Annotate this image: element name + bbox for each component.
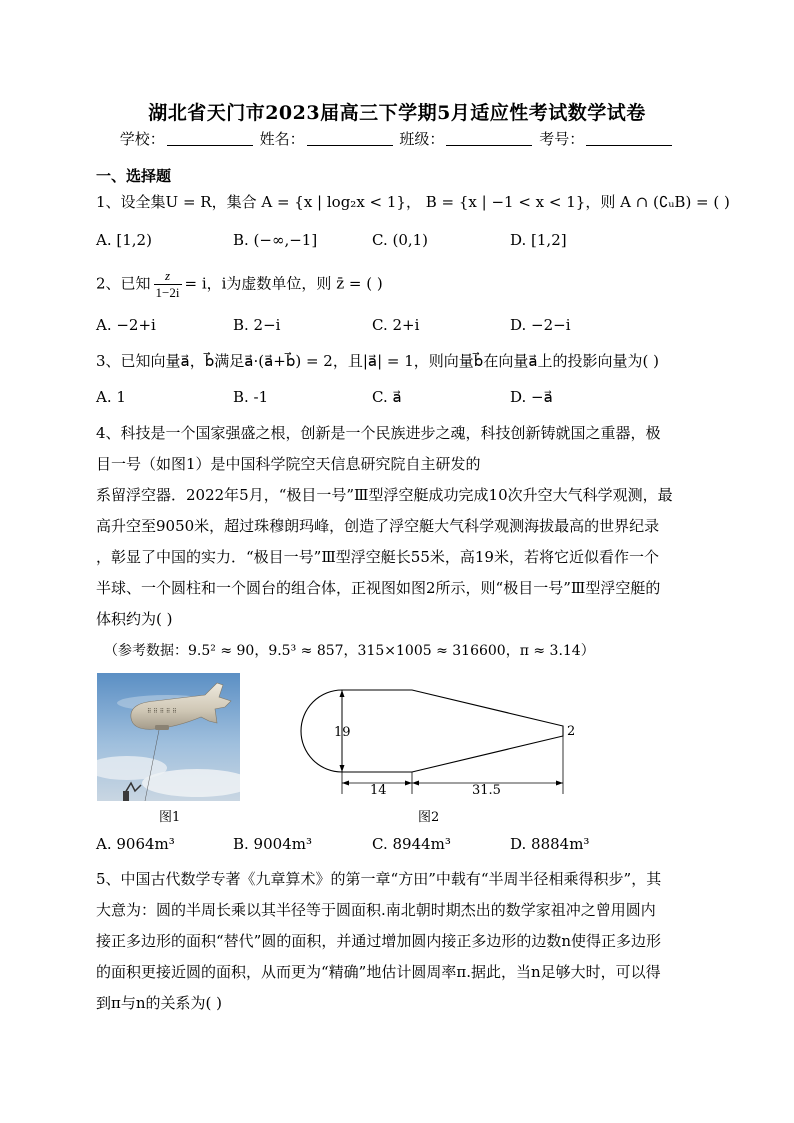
q1-option-c[interactable]: C. (0,1)	[372, 231, 429, 249]
q1-option-b[interactable]: B. (−∞,−1]	[233, 231, 318, 249]
q2-option-d[interactable]: D. −2−i	[510, 316, 571, 334]
q4-line-3: 系留浮空器．2022年5月，“极目一号”Ⅲ型浮空艇成功完成10次升空大气科学观测，最	[96, 486, 673, 504]
figure-1-caption: 图1	[159, 810, 181, 825]
q4-option-c[interactable]: C. 8944m³	[372, 835, 451, 853]
q2-option-b[interactable]: B. 2−i	[233, 316, 281, 334]
name-blank[interactable]	[307, 130, 393, 146]
q3-option-b[interactable]: B. -1	[233, 388, 269, 406]
exam-number-blank[interactable]	[586, 130, 672, 146]
q2-stem	[96, 268, 383, 301]
q2-fraction-numerator: z	[154, 268, 182, 285]
q4-line-1: 4、科技是一个国家强盛之根，创新是一个民族进步之魂，科技创新铸就国之重器，极	[96, 424, 661, 442]
q2-suffix: = i，i为虚数单位，则 z̄ = ( )	[184, 274, 383, 293]
student-info-line	[0, 128, 794, 149]
q4-line-6: 半球、一个圆柱和一个圆台的组合体，正视图如图2所示，则“极目一号”Ⅲ型浮空艇的	[96, 579, 661, 597]
exam-title: 湖北省天门市2023届高三下学期5月适应性考试数学试卷	[148, 102, 646, 124]
q5-line-2: 大意为：圆的半周长乘以其半径等于圆面积.南北朝时期杰出的数学家祖冲之曾用圆内	[96, 901, 656, 919]
q1-stem: 1、设全集U = R，集合 A = {x | log₂x < 1}， B = {x | −1 < x < 1}，则 A ∩ (∁ᵤB) = ( )	[96, 193, 730, 211]
q5-line-4: 的面积更接近圆的面积，从而更为“精确”地估计圆周率π.据此，当n足够大时，可以得	[96, 963, 661, 981]
exam-number-label: 考号：	[539, 130, 585, 148]
q4-option-a[interactable]: A. 9064m³	[96, 835, 175, 853]
airship-photo	[97, 673, 240, 801]
q1-option-a[interactable]: A. [1,2)	[96, 231, 152, 249]
q4-option-d[interactable]: D. 8884m³	[510, 835, 590, 853]
q4-line-4: 高升空至9050米，超过珠穆朗玛峰，创造了浮空艇大气科学观测海拔最高的世界纪录	[96, 517, 660, 535]
q2-option-a[interactable]: A. −2+i	[96, 316, 156, 334]
q4-line-7: 体积约为( )	[96, 610, 173, 628]
q4-line-2: 目一号（如图1）是中国科学院空天信息研究院自主研发的	[96, 455, 481, 473]
q5-line-1: 5、中国古代数学专著《九章算术》的第一章“方田”中载有“半周半径相乘得积步”，其	[96, 870, 662, 888]
tip-label: 2	[567, 724, 576, 739]
q3-option-c[interactable]: C. a⃗	[372, 388, 402, 406]
airship-front-view-diagram	[290, 676, 590, 805]
q2-fraction	[154, 268, 182, 301]
figure-2-caption: 图2	[418, 810, 440, 825]
height-label: 19	[334, 725, 351, 740]
q5-line-3: 接正多边形的面积“替代”圆的面积，并通过增加圆内接正多边形的边数n使得正多边形	[96, 932, 662, 950]
q4-option-b[interactable]: B. 9004m³	[233, 835, 312, 853]
q2-prefix: 2、已知	[96, 274, 151, 293]
svg-text:⠿ ⠿ ⠿ ⠿ ⠿: ⠿ ⠿ ⠿ ⠿ ⠿	[147, 708, 177, 715]
q3-option-d[interactable]: D. −a⃗	[510, 388, 553, 406]
q3-option-a[interactable]: A. 1	[96, 388, 126, 406]
name-label: 姓名：	[259, 130, 305, 148]
q5-line-5: 到π与n的关系为( )	[96, 994, 222, 1012]
cylinder-length-label: 14	[370, 783, 387, 798]
q4-reference-data: （参考数据：9.5² ≈ 90，9.5³ ≈ 857，315×1005 ≈ 316600，π ≈ 3.14）	[104, 643, 595, 659]
q4-line-5: ，彰显了中国的实力．“极目一号”Ⅲ型浮空艇长55米，高19米，若将它近似看作一个	[96, 548, 659, 566]
class-label: 班级：	[399, 130, 445, 148]
q2-fraction-denominator: 1−2i	[155, 285, 180, 300]
school-label: 学校：	[119, 130, 165, 148]
class-blank[interactable]	[446, 130, 532, 146]
q3-stem: 3、已知向量a⃗，b⃗满足a⃗·(a⃗+b⃗) = 2，且|a⃗| = 1，则向量b⃗在向量a⃗上的投影向量为( )	[96, 352, 659, 370]
cone-length-label: 31.5	[472, 783, 501, 798]
section-heading: 一、选择题	[96, 167, 172, 185]
airship-photo-drawing	[97, 673, 240, 801]
q1-option-d[interactable]: D. [1,2]	[510, 231, 567, 249]
q2-option-c[interactable]: C. 2+i	[372, 316, 420, 334]
school-blank[interactable]	[167, 130, 253, 146]
